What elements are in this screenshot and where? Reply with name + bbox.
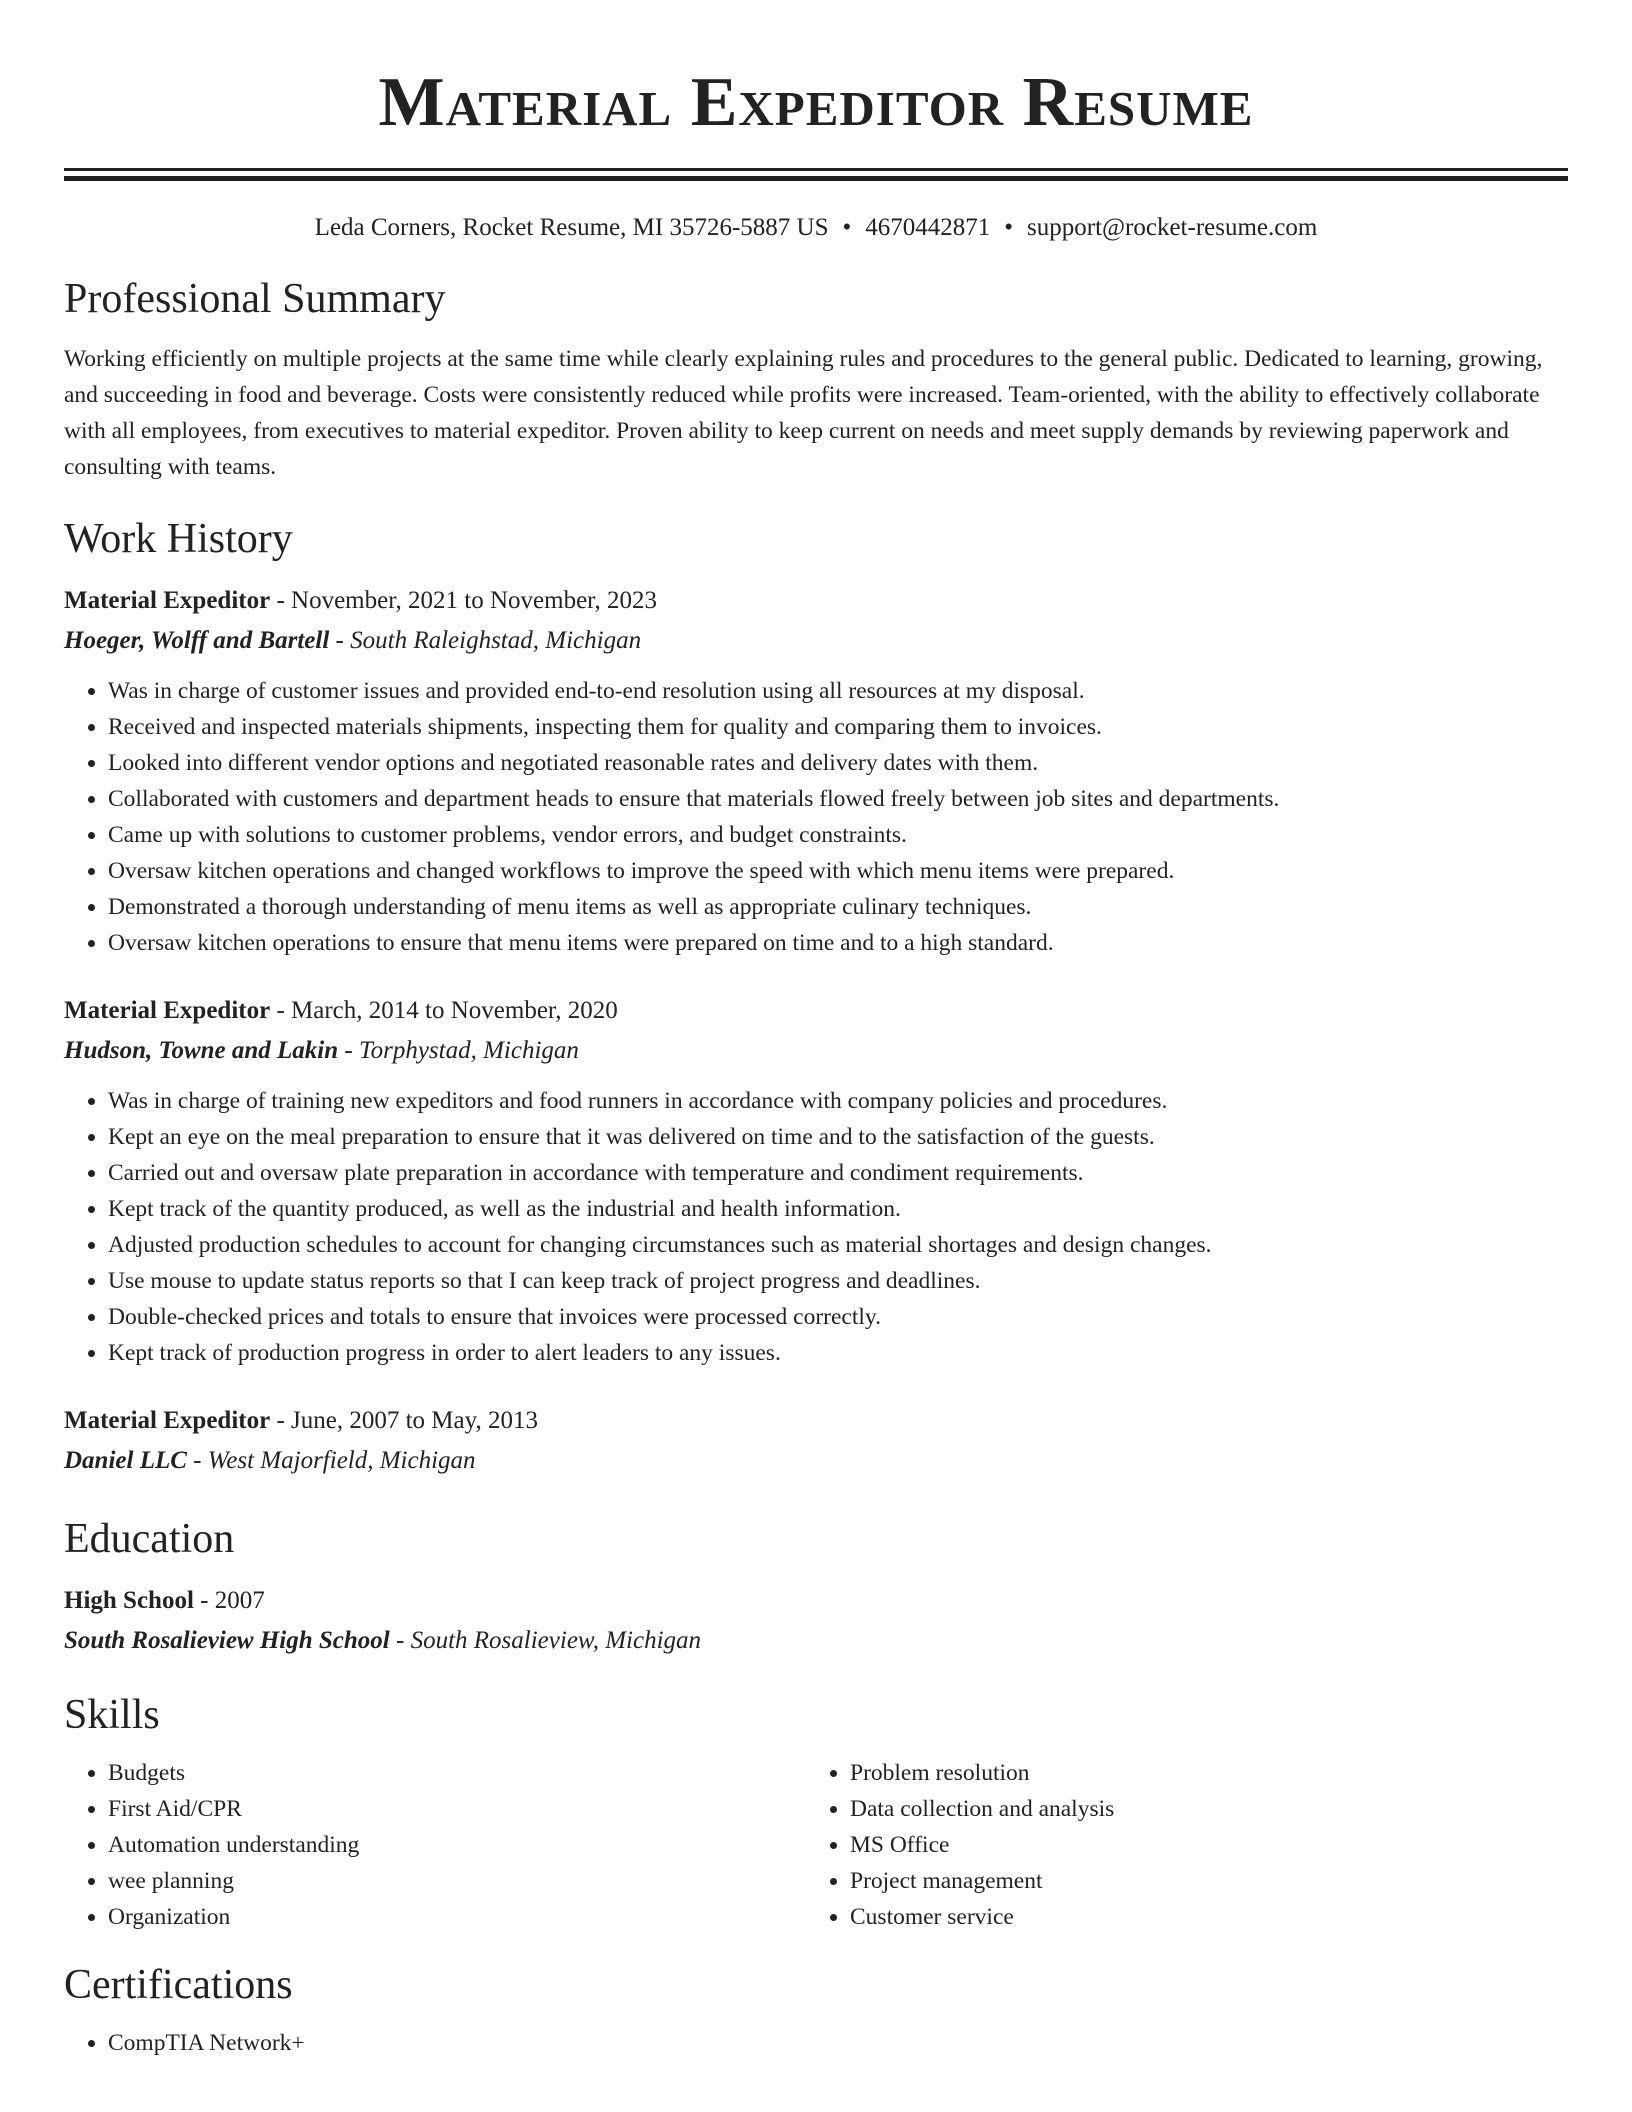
education-school: South Rosalieview High School: [64, 1627, 390, 1654]
skill-item: • wee planning: [108, 1863, 806, 1899]
certifications-list: [64, 2025, 1568, 2061]
list-item: • Looked into different vendor options and negotiated reasonable rates and delivery dates with them.: [108, 745, 1568, 781]
list-item: • Came up with solutions to customer problems, vendor errors, and budget constraints.: [108, 817, 1568, 853]
job-location: - South Raleighstad, Michigan: [329, 627, 642, 654]
skill-item: • MS Office: [850, 1827, 1548, 1863]
list-item: • Carried out and oversaw plate preparation in accordance with temperature and condiment requirements.: [108, 1155, 1568, 1191]
title-divider: [64, 168, 1568, 181]
skill-item: • First Aid/CPR: [108, 1791, 806, 1827]
list-item: • Received and inspected materials shipments, inspecting them for quality and comparing them to invoices.: [108, 709, 1568, 745]
skill-item: • Budgets: [108, 1755, 806, 1791]
job-title: Material Expeditor: [64, 587, 271, 614]
education-location: - South Rosalieview, Michigan: [389, 1627, 702, 1654]
skills-list-right: [806, 1755, 1548, 1935]
summary-heading: Professional Summary: [64, 276, 446, 322]
education-year: - 2007: [193, 1587, 265, 1614]
list-item: • Collaborated with customers and department heads to ensure that materials flowed freely between job sites and departments.: [108, 781, 1568, 817]
job-company: Hudson, Towne and Lakin: [64, 1037, 339, 1064]
list-item: • Oversaw kitchen operations and changed workflows to improve the speed with which menu items were prepared.: [108, 853, 1568, 889]
work-history-heading: Work History: [64, 516, 293, 562]
list-item: • Oversaw kitchen operations to ensure that menu items were prepared on time and to a high standard.: [108, 925, 1568, 961]
job-bullets: [64, 673, 1568, 961]
skill-item: • Data collection and analysis: [850, 1791, 1548, 1827]
list-item: • Demonstrated a thorough understanding of menu items as well as appropriate culinary techniques.: [108, 889, 1568, 925]
job-dates: - June, 2007 to May, 2013: [270, 1407, 539, 1434]
skill-item: • Organization: [108, 1899, 806, 1935]
skill-item: • Automation understanding: [108, 1827, 806, 1863]
skills-heading: Skills: [64, 1692, 160, 1738]
education-degree: High School: [64, 1587, 194, 1614]
skill-item: • Project management: [850, 1863, 1548, 1899]
certifications-heading: Certifications: [64, 1962, 293, 2008]
list-item: • Kept track of production progress in order to alert leaders to any issues.: [108, 1335, 1568, 1371]
job-dates: - March, 2014 to November, 2020: [270, 997, 618, 1024]
job-dates: - November, 2021 to November, 2023: [270, 587, 658, 614]
education-entry: [64, 1581, 1568, 1661]
contact-separator: •: [1004, 214, 1014, 241]
education-heading: Education: [64, 1516, 235, 1562]
list-item: • Was in charge of customer issues and provided end-to-end resolution using all resources at my disposal.: [108, 673, 1568, 709]
job-location: - Torphystad, Michigan: [338, 1037, 579, 1064]
list-item: • Kept an eye on the meal preparation to ensure that it was delivered on time and to the satisfaction of the guests.: [108, 1119, 1568, 1155]
job-company: Hoeger, Wolff and Bartell: [64, 627, 330, 654]
summary-text: Working efficiently on multiple projects at the same time while clearly explaining rules and procedures to the general public. Dedicated to learning, growing, and succeeding in food and beverage. Costs were consistently reduced while profits were increased. Team-oriented, with the ability to effectively collaborate with all employees, from executives to material expeditor. Proven ability to keep current on needs and meet supply demands by reviewing paperwork and consulting with teams.: [64, 346, 1543, 480]
contact-address: Leda Corners, Rocket Resume, MI 35726-5887 US: [314, 214, 829, 241]
skills-list-left: [64, 1755, 806, 1935]
list-item: • Adjusted production schedules to account for changing circumstances such as material shortages and design changes.: [108, 1227, 1568, 1263]
skills-columns: [64, 1755, 1568, 1935]
job-title: Material Expeditor: [64, 997, 271, 1024]
list-item: • Was in charge of training new expeditors and food runners in accordance with company policies and procedures.: [108, 1083, 1568, 1119]
job-entry: [64, 1401, 1568, 1481]
contact-line: [64, 211, 1568, 245]
job-title: Material Expeditor: [64, 1407, 271, 1434]
contact-separator: •: [842, 214, 852, 241]
list-item: • Kept track of the quantity produced, as well as the industrial and health information.: [108, 1191, 1568, 1227]
certification-item: • CompTIA Network+: [108, 2025, 1568, 2061]
job-location: - West Majorfield, Michigan: [186, 1447, 476, 1474]
job-entry: [64, 991, 1568, 1371]
list-item: • Use mouse to update status reports so that I can keep track of project progress and deadlines.: [108, 1263, 1568, 1299]
contact-email: support@rocket-resume.com: [1027, 214, 1318, 241]
job-bullets: [64, 1083, 1568, 1371]
resume-title: Material Expeditor Resume: [378, 64, 1254, 141]
list-item: • Double-checked prices and totals to ensure that invoices were processed correctly.: [108, 1299, 1568, 1335]
skill-item: • Customer service: [850, 1899, 1548, 1935]
skill-item: • Problem resolution: [850, 1755, 1548, 1791]
contact-phone: 4670442871: [865, 214, 991, 241]
job-company: Daniel LLC: [64, 1447, 187, 1474]
job-entry: [64, 581, 1568, 961]
